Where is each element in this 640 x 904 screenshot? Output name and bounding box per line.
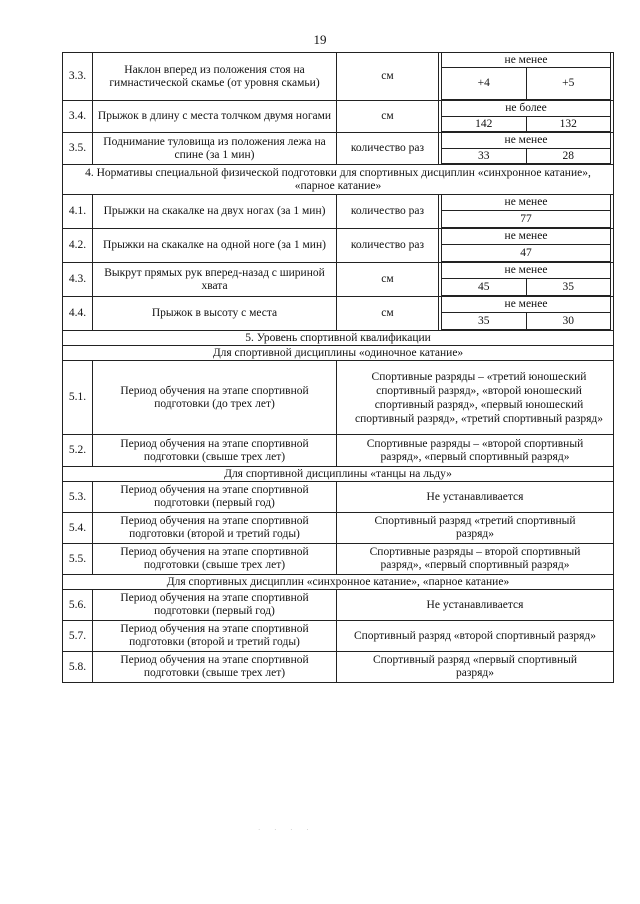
condition-label: не менее — [442, 133, 611, 149]
condition-label: не менее — [442, 229, 611, 245]
unit-cell: количество раз — [337, 195, 439, 229]
norm-values — [439, 297, 614, 331]
row-number: 5.8. — [63, 652, 93, 683]
qualification-value: Спортивные разряды – «второй спортивный разряд», «первый спортивный разряд» — [337, 435, 614, 467]
table-row — [63, 435, 614, 467]
row-number: 3.3. — [63, 53, 93, 101]
unit-cell: количество раз — [337, 133, 439, 165]
table-row — [63, 361, 614, 435]
section-4-title: 4. Нормативы специальной физической подготовки для спортивных дисциплин «синхронное катание», «парное катание» — [63, 165, 614, 195]
table-row — [63, 133, 614, 165]
value-boys: 142 — [442, 117, 527, 132]
row-number: 5.7. — [63, 621, 93, 652]
unit-cell: см — [337, 297, 439, 331]
norm-values — [439, 101, 614, 133]
value-boys: 33 — [442, 149, 527, 164]
row-number: 4.2. — [63, 229, 93, 263]
qualification-value: Спортивный разряд «третий спортивный разряд» — [337, 513, 614, 544]
table-row — [63, 297, 614, 331]
row-number: 5.5. — [63, 544, 93, 575]
subsection-dance-title: Для спортивной дисциплины «танцы на льду» — [63, 467, 614, 482]
period-name: Период обучения на этапе спортивной подготовки (до трех лет) — [93, 361, 337, 435]
row-number: 5.2. — [63, 435, 93, 467]
table-row — [63, 263, 614, 297]
norm-values — [439, 195, 614, 229]
value-boys: +4 — [442, 68, 527, 100]
period-name: Период обучения на этапе спортивной подготовки (второй и третий годы) — [93, 621, 337, 652]
value-girls: 132 — [526, 117, 611, 132]
page-number: 19 — [313, 32, 327, 47]
period-name: Период обучения на этапе спортивной подготовки (первый год) — [93, 590, 337, 621]
period-name: Период обучения на этапе спортивной подготовки (свыше трех лет) — [93, 652, 337, 683]
qualification-value: Спортивные разряды – «третий юношеский спортивный разряд», «второй юношеский спортивный разряд», «первый юношеский спортивный разряд», «третий спортивный разряд» — [337, 361, 614, 435]
period-name: Период обучения на этапе спортивной подготовки (второй и третий годы) — [93, 513, 337, 544]
table-row — [63, 513, 614, 544]
table-row — [63, 101, 614, 133]
standards-table — [62, 52, 614, 683]
exercise-name: Прыжки на скакалке на одной ноге (за 1 мин) — [93, 229, 337, 263]
qualification-value: Спортивный разряд «второй спортивный разряд» — [337, 621, 614, 652]
qualification-value: Не устанавливается — [337, 482, 614, 513]
subsection-heading — [63, 467, 614, 482]
condition-label: не менее — [442, 297, 611, 313]
qualification-value: Не устанавливается — [337, 590, 614, 621]
qualification-value: Спортивные разряды – второй спортивный разряд», «первый спортивный разряд» — [337, 544, 614, 575]
table-row — [63, 544, 614, 575]
subsection-synchro-title: Для спортивных дисциплин «синхронное катание», «парное катание» — [63, 575, 614, 590]
table-row — [63, 652, 614, 683]
table-row — [63, 621, 614, 652]
unit-cell: см — [337, 53, 439, 101]
value-girls: 28 — [526, 149, 611, 164]
value-girls: +5 — [526, 68, 611, 100]
table-row — [63, 590, 614, 621]
norm-values — [439, 229, 614, 263]
table-row — [63, 229, 614, 263]
exercise-name: Прыжки на скакалке на двух ногах (за 1 мин) — [93, 195, 337, 229]
table-row — [63, 195, 614, 229]
exercise-name: Поднимание туловища из положения лежа на спине (за 1 мин) — [93, 133, 337, 165]
norm-values — [439, 133, 614, 165]
row-number: 5.3. — [63, 482, 93, 513]
section-5-title: 5. Уровень спортивной квалификации — [63, 331, 614, 346]
row-number: 4.1. — [63, 195, 93, 229]
norm-values — [439, 263, 614, 297]
row-number: 3.5. — [63, 133, 93, 165]
condition-label: не менее — [442, 263, 611, 279]
table-row — [63, 482, 614, 513]
period-name: Период обучения на этапе спортивной подготовки (первый год) — [93, 482, 337, 513]
scan-specks: · · · · — [258, 826, 315, 834]
value-girls: 30 — [526, 313, 611, 330]
value-boys: 45 — [442, 279, 527, 296]
condition-label: не менее — [442, 195, 611, 211]
period-name: Период обучения на этапе спортивной подготовки (свыше трех лет) — [93, 435, 337, 467]
exercise-name: Наклон вперед из положения стоя на гимнастической скамье (от уровня скамьи) — [93, 53, 337, 101]
row-number: 5.4. — [63, 513, 93, 544]
value-all: 47 — [442, 245, 611, 262]
row-number: 4.3. — [63, 263, 93, 297]
exercise-name: Выкрут прямых рук вперед-назад с шириной хвата — [93, 263, 337, 297]
row-number: 3.4. — [63, 101, 93, 133]
unit-cell: см — [337, 263, 439, 297]
condition-label: не более — [442, 101, 611, 117]
row-number: 5.1. — [63, 361, 93, 435]
period-name: Период обучения на этапе спортивной подготовки (свыше трех лет) — [93, 544, 337, 575]
subsection-heading — [63, 346, 614, 361]
unit-cell: количество раз — [337, 229, 439, 263]
section-heading — [63, 331, 614, 346]
exercise-name: Прыжок в длину с места толчком двумя ногами — [93, 101, 337, 133]
section-heading — [63, 165, 614, 195]
value-boys: 35 — [442, 313, 527, 330]
subsection-heading — [63, 575, 614, 590]
value-all: 77 — [442, 211, 611, 228]
unit-cell: см — [337, 101, 439, 133]
row-number: 4.4. — [63, 297, 93, 331]
subsection-single-title: Для спортивной дисциплины «одиночное катание» — [63, 346, 614, 361]
norm-values — [439, 53, 614, 101]
qualification-value: Спортивный разряд «первый спортивный разряд» — [337, 652, 614, 683]
table-row — [63, 53, 614, 101]
row-number: 5.6. — [63, 590, 93, 621]
condition-label: не менее — [442, 53, 611, 68]
value-girls: 35 — [526, 279, 611, 296]
exercise-name: Прыжок в высоту с места — [93, 297, 337, 331]
